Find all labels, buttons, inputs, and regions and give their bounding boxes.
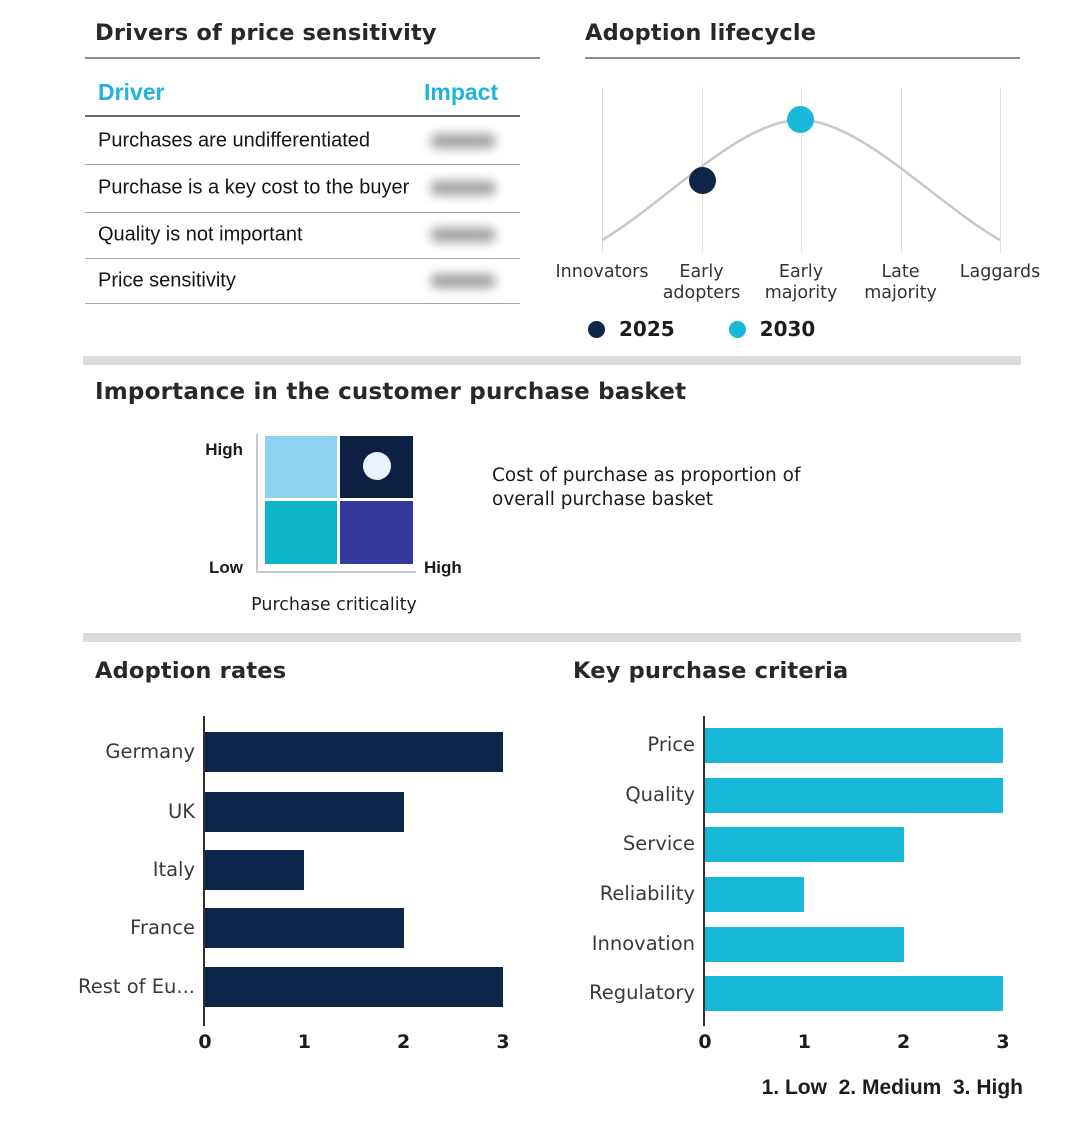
category-label-regulatory: Regulatory	[589, 981, 695, 1004]
bar-italy[interactable]	[205, 850, 304, 890]
table-row	[85, 117, 520, 165]
bar-price[interactable]	[705, 728, 1003, 763]
table-header-driver: Driver	[98, 79, 165, 105]
table-row	[85, 212, 520, 259]
bar-regulatory[interactable]	[705, 976, 1003, 1011]
matrix-position-marker	[363, 452, 391, 480]
bar-france[interactable]	[205, 908, 404, 948]
quadrant-top-left[interactable]	[265, 436, 337, 498]
impact-value-blurred	[430, 273, 496, 288]
bar-reliability[interactable]	[705, 877, 804, 912]
criteria-plot	[705, 716, 1003, 1026]
drivers-title-rule	[85, 57, 540, 59]
tick-label: 0	[198, 1031, 212, 1053]
impact-value-blurred	[430, 181, 496, 196]
lifecycle-panel-title: Adoption lifecycle	[585, 20, 817, 46]
impact-value-blurred	[430, 228, 496, 243]
category-label-reliability: Reliability	[599, 882, 695, 905]
category-label-france: France	[130, 916, 195, 939]
bar-innovation[interactable]	[705, 927, 904, 962]
driver-cell: Purchase is a key cost to the buyer	[98, 176, 410, 199]
category-label-quality: Quality	[625, 783, 695, 806]
category-label-italy: Italy	[152, 858, 195, 881]
bar-service[interactable]	[705, 827, 904, 862]
bar-quality[interactable]	[705, 778, 1003, 813]
drivers-panel-title: Drivers of price sensitivity	[95, 20, 437, 46]
stage-label: Innovators	[555, 262, 649, 282]
category-label-innovation: Innovation	[591, 932, 695, 955]
quadrant-bottom-left[interactable]	[265, 501, 337, 564]
category-label-service: Service	[622, 832, 695, 855]
matrix-x-axis-line	[256, 571, 416, 573]
criteria-x-ticks	[698, 1031, 1010, 1055]
table-row	[85, 164, 520, 213]
bar-germany[interactable]	[205, 732, 503, 772]
category-label-price: Price	[647, 733, 695, 756]
matrix-y-low-label: Low	[209, 558, 243, 577]
stage-label: Early adopters	[662, 262, 741, 303]
adoption-rates-x-ticks	[198, 1031, 510, 1055]
tick-label: 1	[797, 1031, 811, 1053]
basket-panel-title: Importance in the customer purchase basket	[95, 379, 687, 405]
tick-label: 2	[897, 1031, 911, 1053]
driver-cell: Purchases are undifferentiated	[98, 129, 371, 151]
matrix-x-axis-title: Purchase criticality	[251, 595, 417, 615]
driver-cell: Quality is not important	[98, 223, 303, 246]
section-divider	[83, 356, 1021, 365]
stage-label: Laggards	[959, 262, 1041, 282]
matrix-y-high-label: High	[205, 440, 243, 459]
stage-label: Early majority	[764, 262, 838, 303]
stage-label: Late majority	[864, 262, 937, 303]
table-row	[85, 258, 520, 304]
tick-label: 1	[297, 1031, 311, 1053]
category-label-uk: UK	[167, 800, 195, 823]
marker-2030-dot[interactable]	[787, 106, 814, 133]
tick-label: 3	[496, 1031, 510, 1053]
legend-2025-dot[interactable]	[588, 321, 605, 338]
tick-label: 0	[698, 1031, 712, 1053]
legend-2025-label[interactable]: 2025	[619, 317, 675, 341]
legend-2030-dot[interactable]	[729, 321, 746, 338]
matrix-y-axis-line	[256, 434, 258, 573]
category-label-rest-of-europe: Rest of Eu...	[78, 975, 195, 998]
table-header-impact: Impact	[424, 79, 499, 105]
tick-label: 2	[397, 1031, 411, 1053]
category-label-germany: Germany	[105, 740, 195, 763]
criteria-title: Key purchase criteria	[573, 658, 849, 684]
impact-value-blurred	[430, 133, 496, 148]
legend-2030-label[interactable]: 2030	[759, 317, 816, 341]
adoption-rates-plot	[205, 716, 503, 1026]
tick-label: 3	[996, 1031, 1010, 1053]
bar-rest-of-europe[interactable]	[205, 967, 503, 1007]
basket-annotation-line1: Cost of purchase as proportion of	[492, 465, 801, 486]
matrix-x-high-label: High	[424, 558, 462, 577]
marker-2025-dot[interactable]	[689, 167, 716, 194]
adoption-rates-title: Adoption rates	[95, 658, 287, 684]
lifecycle-legend	[588, 317, 815, 341]
criteria-scale-note: 1. Low 2. Medium 3. High	[761, 1076, 1023, 1099]
quadrant-bottom-right[interactable]	[340, 501, 413, 564]
section-divider	[83, 633, 1021, 642]
driver-cell: Price sensitivity	[98, 269, 236, 291]
bar-uk[interactable]	[205, 792, 404, 832]
basket-annotation-line2: overall purchase basket	[492, 488, 713, 510]
basket-annotation	[492, 464, 800, 511]
lifecycle-title-rule	[585, 57, 1020, 59]
